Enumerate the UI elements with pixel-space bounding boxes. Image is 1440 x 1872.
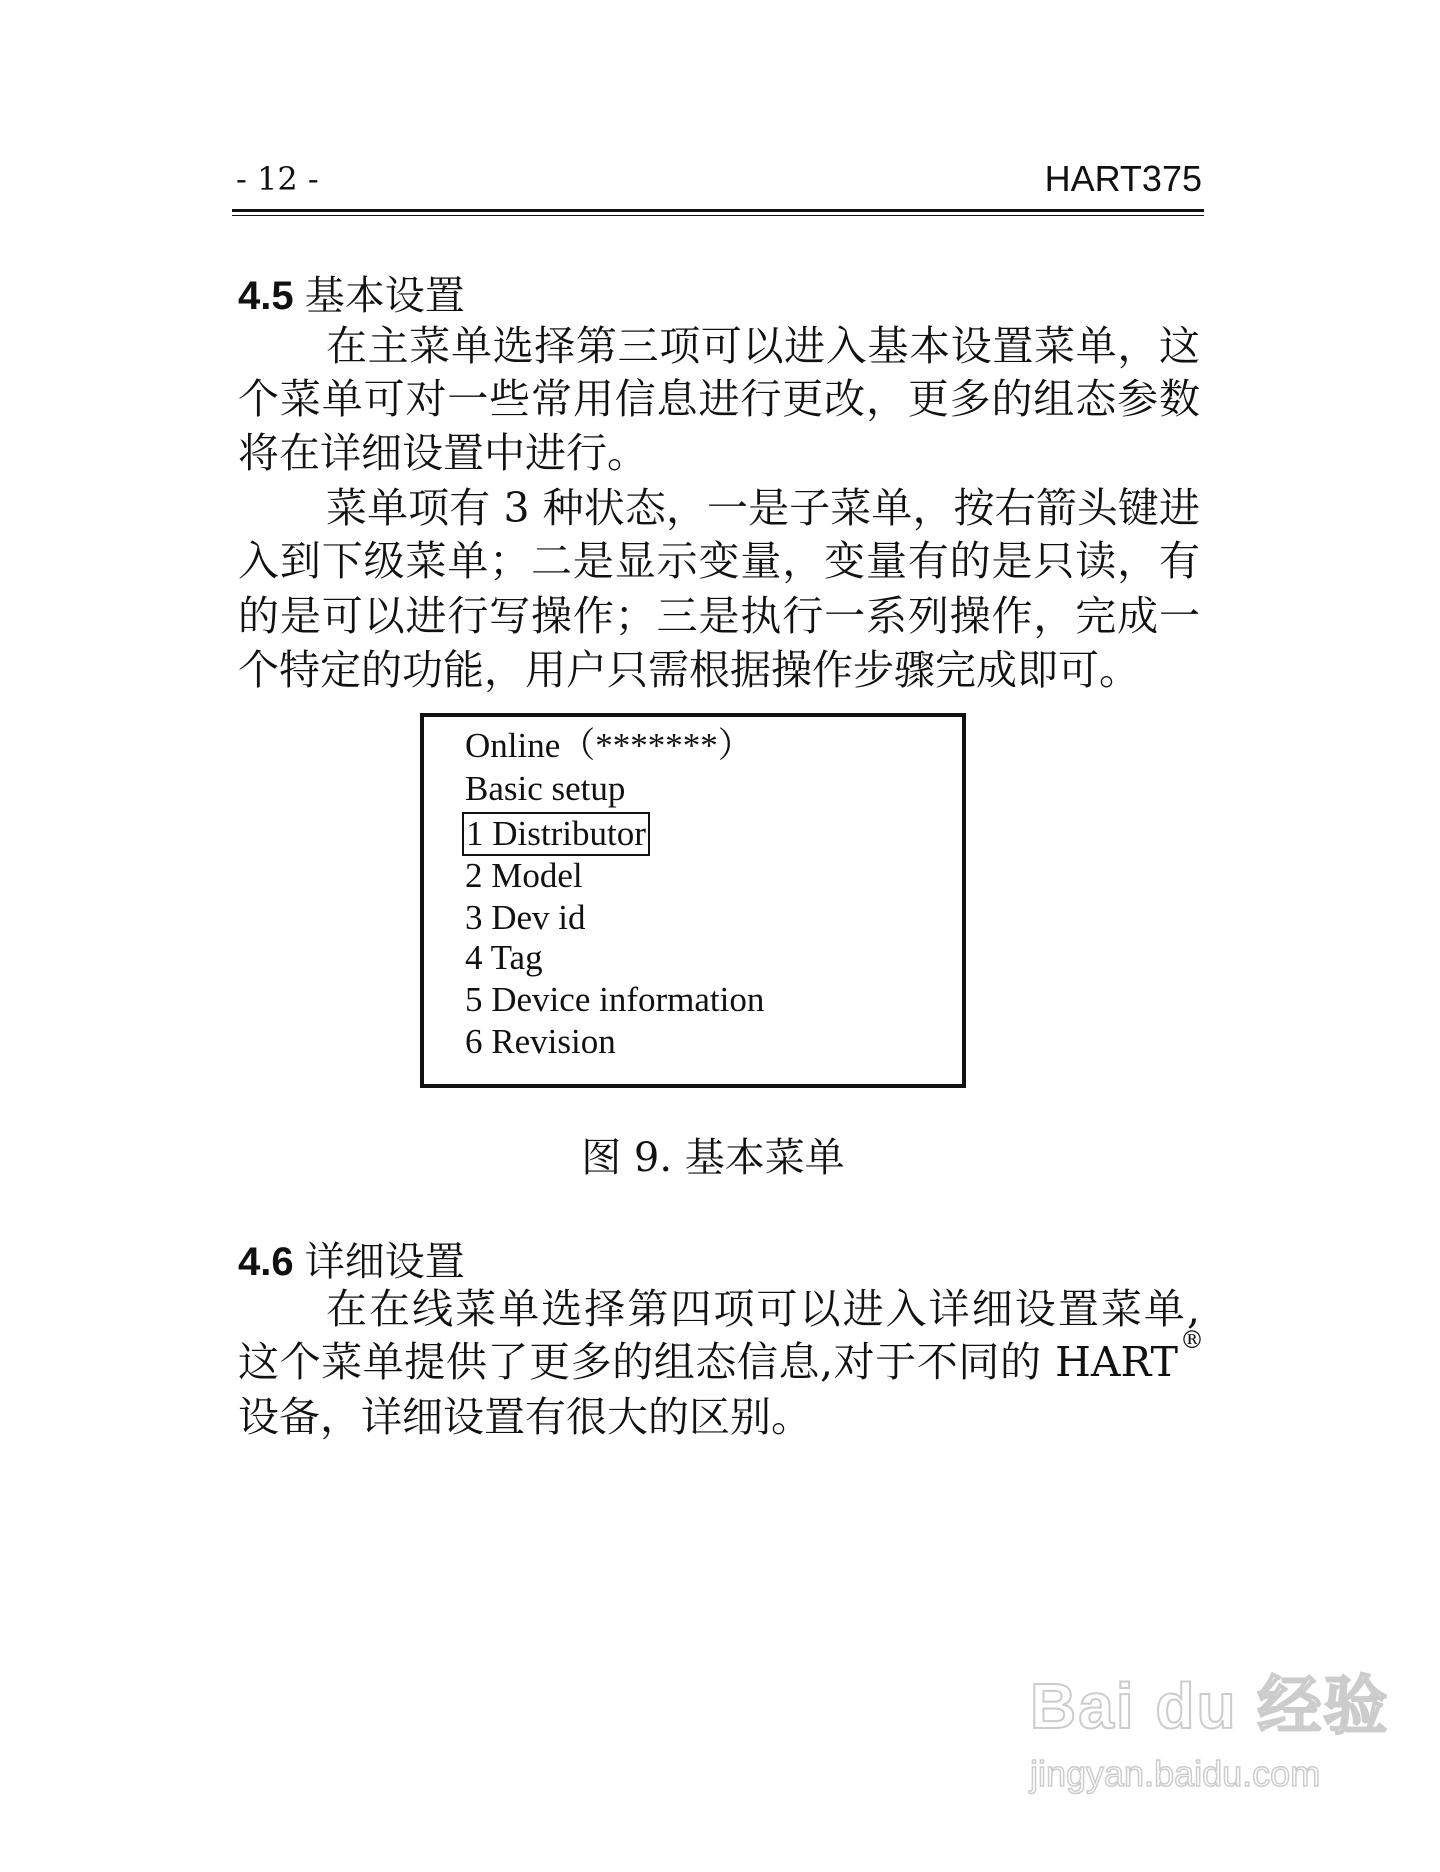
menu-header-online: Online（*******） bbox=[465, 726, 753, 765]
paragraph-line: 设备，详细设置有很大的区别。 bbox=[238, 1393, 812, 1441]
paragraph-line: 个特定的功能，用户只需根据操作步骤完成即可。 bbox=[238, 646, 1140, 694]
paragraph-line: 这个菜单提供了更多的组态信息,对于不同的 HART bbox=[238, 1338, 1178, 1386]
paragraph-line: 在主菜单选择第三项可以进入基本设置菜单，这 bbox=[326, 322, 1200, 370]
paragraph-line: 的是可以进行写操作；三是执行一系列操作，完成一 bbox=[238, 592, 1200, 640]
menu-item: 6 Revision bbox=[465, 1022, 616, 1061]
registered-mark: ® bbox=[1180, 1326, 1204, 1354]
baidu-watermark bbox=[1030, 1655, 1389, 1795]
header-rule-thick bbox=[232, 209, 1204, 212]
menu-item: 2 Model bbox=[465, 856, 583, 895]
paragraph-line: 在在线菜单选择第四项可以进入详细设置菜单, bbox=[326, 1285, 1200, 1333]
paragraph-line: 菜单项有 3 种状态，一是子菜单，按右箭头键进 bbox=[326, 484, 1200, 532]
page-number: - 12 - bbox=[236, 160, 319, 198]
section-title: 详细设置 bbox=[304, 1239, 465, 1285]
figure-caption: 图 9. 基本菜单 bbox=[581, 1135, 845, 1181]
section-title: 基本设置 bbox=[304, 273, 465, 319]
paragraph-line: 入到下级菜单；二是显示变量，变量有的是只读，有 bbox=[238, 537, 1200, 585]
watermark-logo: Bai du 经验 bbox=[1030, 1670, 1390, 1742]
header-rule-thin bbox=[232, 215, 1204, 216]
menu-item: 4 Tag bbox=[465, 938, 543, 977]
menu-item-selected: 1 Distributor bbox=[462, 812, 650, 856]
document-title: HART375 bbox=[1044, 158, 1202, 199]
menu-header-basic-setup: Basic setup bbox=[465, 769, 626, 808]
section-number: 4.5 bbox=[238, 274, 294, 318]
paragraph-line: 将在详细设置中进行。 bbox=[238, 429, 648, 477]
menu-item: 5 Device information bbox=[465, 980, 765, 1019]
section-number: 4.6 bbox=[238, 1240, 294, 1284]
menu-item: 3 Dev id bbox=[465, 898, 586, 937]
paragraph-line: 个菜单可对一些常用信息进行更改，更多的组态参数 bbox=[238, 375, 1200, 423]
section-heading-4-6 bbox=[238, 1230, 465, 1287]
section-heading-4-5 bbox=[238, 264, 465, 321]
watermark-url: jingyan.baidu.com bbox=[1030, 1753, 1321, 1794]
